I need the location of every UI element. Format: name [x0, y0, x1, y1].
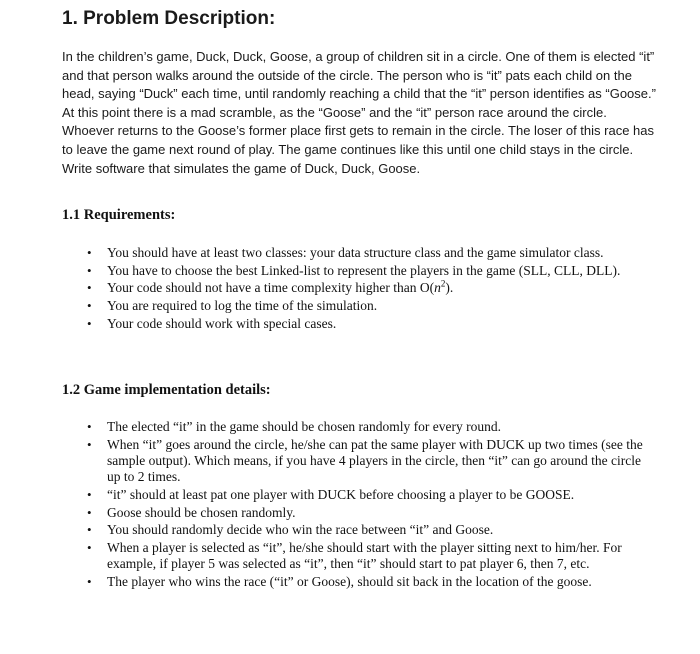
list-item: • Goose should be chosen randomly.: [87, 504, 296, 520]
game-details-list: [87, 419, 647, 592]
bullet-icon: •: [87, 539, 92, 555]
bullet-icon: •: [87, 262, 92, 278]
list-item: • You should have at least two classes: your data structure class and the game simulator class.: [87, 245, 604, 260]
list-item: • You have to choose the best Linked-list to represent the players in the game (SLL, CLL, DLL).: [87, 262, 621, 278]
bullet-icon: •: [87, 504, 92, 520]
requirements-heading: 1.1 Requirements:: [62, 207, 176, 223]
bullet-icon: •: [87, 245, 92, 260]
problem-description-paragraph: In the children’s game, Duck, Duck, Goose, a group of children sit in a circle. One of them is elected “it” and that person walks around the outside of the circle. The person who is “it” pats each child on the head, saying “Duck” each time, until randomly reaching a child that the “it” person identifies as “Goose.” At this point there is a mad scramble, as the “Goose” and the “it” person race around the circle. Whoever returns to the Goose’s former place first gets to remain in the circle. The loser of this race has to leave the game next round of play. The game continues like this until one child stays in the circle. Write software that simulates the game of Duck, Duck, Goose.: [62, 49, 656, 176]
bullet-icon: •: [87, 522, 92, 538]
page-title: 1. Problem Description:: [62, 8, 276, 29]
bullet-icon: •: [87, 486, 92, 502]
bullet-icon: •: [87, 280, 92, 296]
list-item: • The elected “it” in the game should be chosen randomly for every round.: [87, 419, 501, 434]
bullet-icon: •: [87, 419, 92, 434]
requirements-list: [87, 245, 647, 334]
list-item: • When a player is selected as “it”, he/she should start with the player sitting next to him/her. For example, if player 5 was selected as “it”, then “it” should start to pat player 6, then 7, etc.: [87, 539, 622, 572]
list-item: • Your code should work with special cases.: [87, 315, 337, 331]
list-item: • The player who wins the race (“it” or Goose), should sit back in the location of the goose.: [87, 573, 592, 589]
list-item: • When “it” goes around the circle, he/she can pat the same player with DUCK up two times (see the sample output). Which means, if you have 4 players in the circle, then “it” can go around the circle up to 2 times.: [87, 436, 643, 485]
bullet-icon: •: [87, 436, 92, 452]
bullet-icon: •: [87, 298, 92, 314]
game-details-heading: 1.2 Game implementation details:: [62, 382, 271, 398]
list-item: • You should randomly decide who win the race between “it” and Goose.: [87, 522, 494, 538]
bullet-icon: •: [87, 315, 92, 331]
bullet-icon: •: [87, 573, 92, 589]
list-item: • You are required to log the time of the simulation.: [87, 298, 378, 314]
list-item: • Your code should not have a time complexity higher than $O(n^2)$.: [87, 278, 454, 296]
list-item: • “it” should at least pat one player with DUCK before choosing a player to be GOOSE.: [87, 486, 575, 502]
